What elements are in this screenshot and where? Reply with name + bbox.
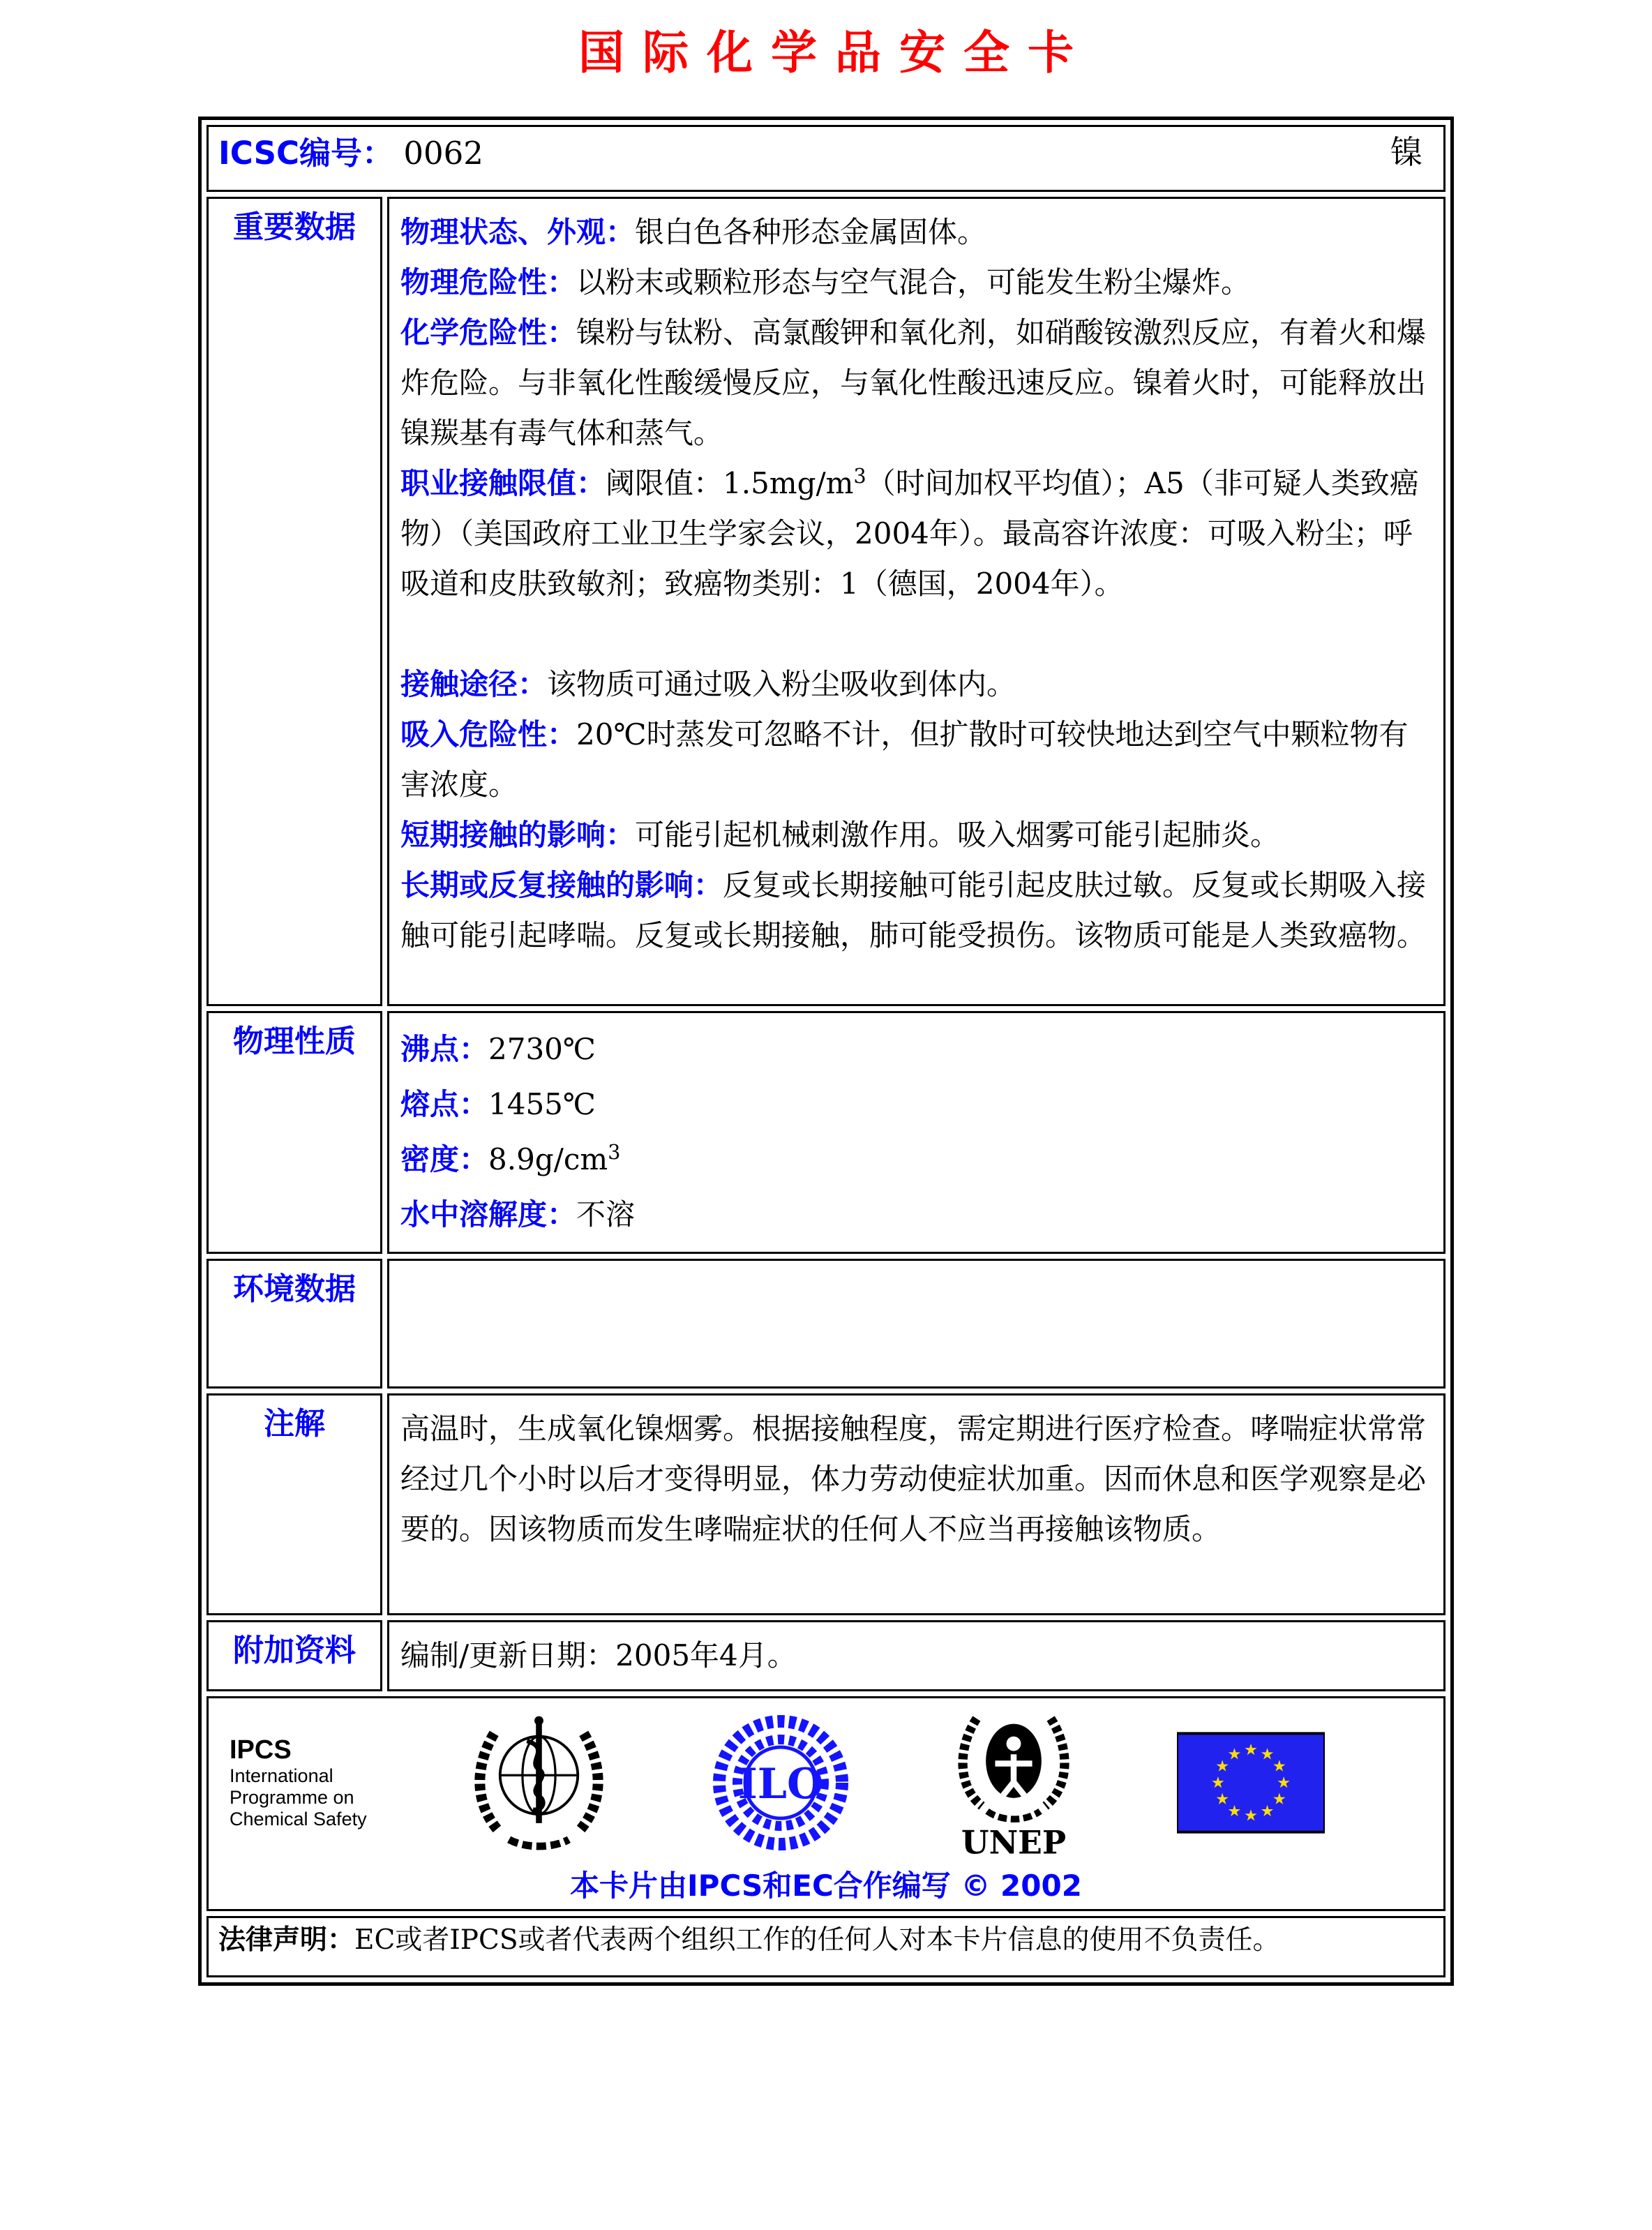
ilo-logo-text: ILO [737,1760,824,1809]
who-logo-icon [464,1709,614,1856]
notes-content: 高温时，生成氧化镍烟雾。根据接触程度，需定期进行医疗检查。哮喘症状常常经过几个小时以后才变得明显，体力劳动使症状加重。因而休息和医学观察是必要的。因该物质而发生哮喘症状的任何人不应当再接触该物质。 [387,1393,1446,1615]
ipcs-text-block [230,1735,367,1831]
unep-logo-icon [947,1705,1080,1860]
field-long-term-effects [400,860,1432,961]
credit-line [223,1863,1429,1905]
field-physical-dangers [400,257,1432,308]
field-label: 职业接触限值： [400,466,606,500]
field-value: 该物质可通过吸入粉尘吸收到体内。 [547,667,1016,701]
field-value: 1455℃ [488,1087,596,1121]
field-value: 8.9g/cm [488,1142,608,1176]
field-inhalation-risk [400,710,1432,810]
row-label-additional-info: 附加资料 [206,1620,382,1691]
ipcs-subtitle-line: International [230,1765,333,1787]
superscript: 3 [608,1140,621,1164]
physical-properties-content [387,1011,1446,1254]
substance-name: 镍 [1390,133,1422,171]
ipcs-subtitle-line: Chemical Safety [230,1809,367,1830]
field-water-solubility [400,1187,1432,1242]
field-label: 化学危险性： [400,315,577,350]
legal-notice-cell [206,1916,1446,1977]
page-title: 国际化学品安全卡 [578,25,1092,80]
field-label: 吸入危险性： [400,717,577,751]
row-label-notes: 注解 [206,1393,382,1615]
field-label: 长期或反复接触的影响： [400,868,723,902]
header-row [206,125,1446,192]
physical-properties-row [206,1011,1446,1254]
legal-notice-label: 法律声明： [218,1924,355,1956]
row-label-environmental-data: 环境数据 [206,1259,382,1389]
ilo-logo-icon [711,1713,850,1853]
field-label: 水中溶解度： [400,1197,577,1232]
additional-info-row [206,1620,1446,1691]
legal-notice-text: EC或者IPCS或者代表两个组织工作的任何人对本卡片信息的使用不负责任。 [354,1924,1280,1956]
field-melting-point [400,1077,1432,1132]
environmental-data-row [206,1259,1446,1389]
additional-info-content: 编制/更新日期：2005年4月。 [387,1620,1446,1691]
footer-logos-row [206,1696,1446,1911]
field-label: 密度： [400,1142,489,1176]
icsc-number-group [218,128,483,173]
field-value: 银白色各种形态金属固体。 [635,215,987,249]
field-physical-state [400,207,1432,257]
important-data-row [206,197,1446,1006]
field-value: 不溶 [576,1197,636,1232]
superscript: 3 [853,464,866,488]
footer-cell [206,1696,1446,1911]
ipcs-title: IPCS [230,1735,292,1765]
icsc-number-value: 0062 [403,134,483,172]
field-value: 2730℃ [488,1032,596,1066]
notes-row [206,1393,1446,1615]
eu-flag-icon [1177,1721,1325,1845]
unep-logo-text: UNEP [961,1823,1066,1860]
header-cell [206,125,1446,192]
field-occupational-exposure-limits [400,458,1432,609]
field-value: 20℃时蒸发可忽略不计，但扩散时可较快地达到空气中颗粒物有害浓度。 [400,717,1409,802]
field-value: 可能引起机械刺激作用。吸入烟雾可能引起肺炎。 [635,818,1280,852]
field-label: 沸点： [400,1032,489,1066]
field-value: 以粉末或颗粒形态与空气混合，可能发生粉尘爆炸。 [576,265,1251,299]
field-value: 镍粉与钛粉、高氯酸钾和氧化剂，如硝酸铵激烈反应，有着火和爆炸危险。与非氧化性酸缓慢反应，与氧化性酸迅速反应。镍着火时，可能释放出镍羰基有毒气体和蒸气。 [400,315,1427,450]
field-value: （时间加权平均值）；A5（非可疑人类致癌物）（美国政府工业卫生学家会议，2004年）。最高容许浓度：可吸入粉尘；呼吸道和皮肤致敏剂；致癌物类别：1（德国，2004年）。 [400,466,1419,601]
field-boiling-point [400,1022,1432,1077]
row-label-physical-properties: 物理性质 [206,1011,382,1254]
environmental-data-content [387,1259,1446,1389]
important-data-content [387,197,1446,1006]
field-routes-of-exposure [400,659,1432,710]
field-label: 物理状态、外观： [400,215,636,249]
field-density [400,1132,1432,1187]
ipcs-subtitle-line: Programme on [230,1787,354,1809]
field-value: 反复或长期接触可能引起皮肤过敏。反复或长期吸入接触可能引起哮喘。反复或长期接触，肺可能受损伤。该物质可能是人类致癌物。 [400,868,1427,952]
icsc-number-label: ICSC编号： [218,134,394,172]
field-value: 阈限值：1.5mg/m [606,466,854,500]
copyright-text: © 2002 [961,1869,1082,1903]
field-label: 接触途径： [400,667,548,701]
field-short-term-effects [400,810,1432,860]
field-label: 熔点： [400,1087,489,1121]
credit-text: 本卡片由IPCS和EC合作编写 [570,1869,951,1903]
field-label: 物理危险性： [400,265,577,299]
icsc-card-table [198,117,1454,1986]
field-chemical-dangers [400,308,1432,458]
row-label-important-data: 重要数据 [206,197,382,1006]
legal-notice-row [206,1916,1446,1977]
field-label: 短期接触的影响： [400,818,636,852]
